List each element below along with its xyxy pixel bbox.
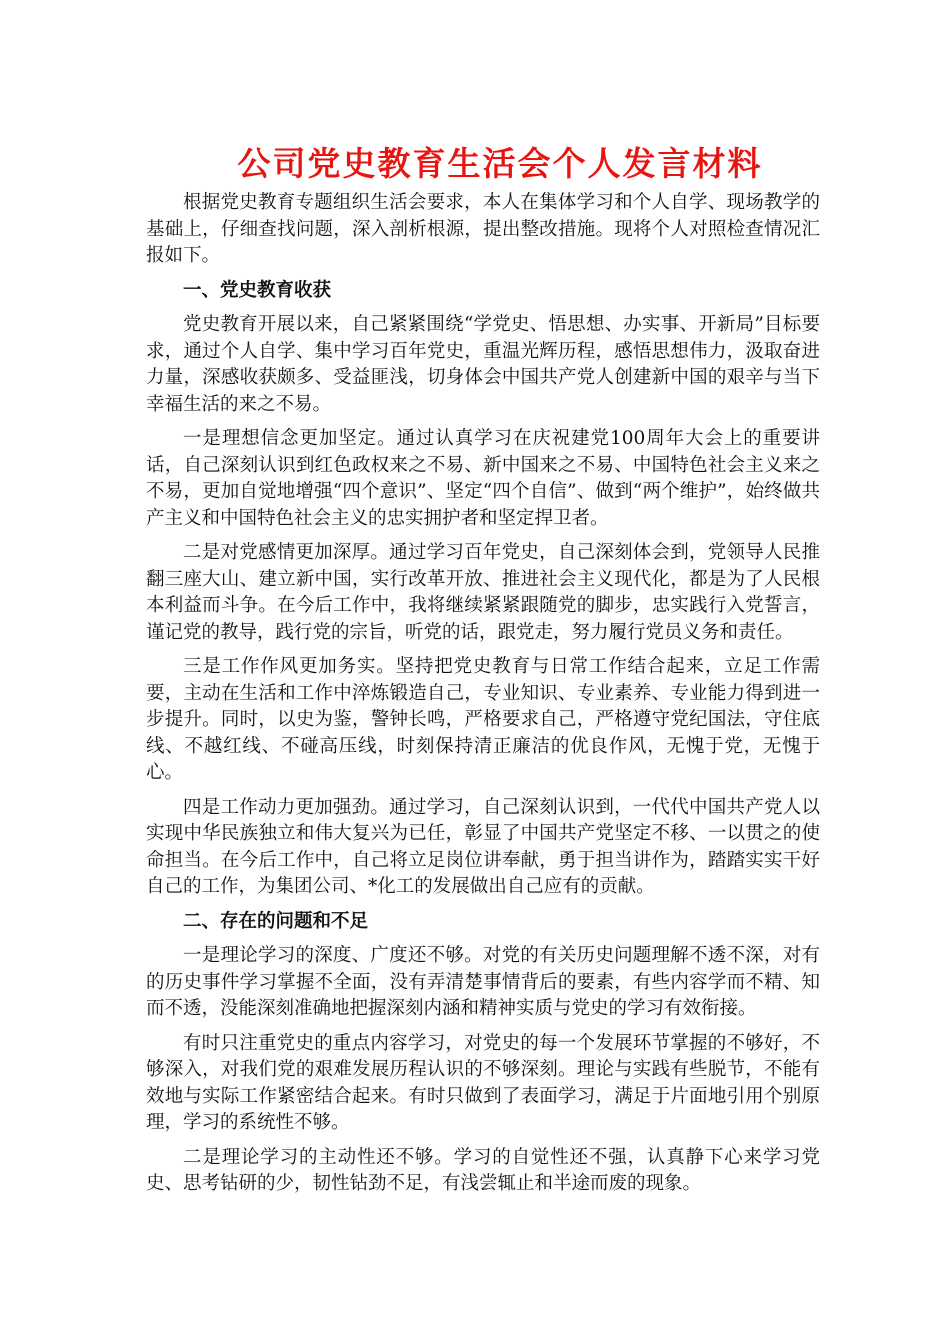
body-paragraph: 一是理论学习的深度、广度还不够。对党的有关历史问题理解不透不深，对有的历史事件学习掌握不全面，没有弄清楚事情背后的要素，有些内容学而不精、知而不透，没能深刻准确地把握深刻内涵和精神实质与党史的学习有效衔接。 (146, 945, 820, 1019)
body-paragraph: 有时只注重党史的重点内容学习，对党史的每一个发展环节掌握的不够好，不够深入，对我们党的艰难发展历程认识的不够深刻。理论与实践有些脱节，不能有效地与实际工作紧密结合起来。有时只做到了表面学习，满足于片面地引用个别原理，学习的系统性不够。 (146, 1032, 820, 1133)
body-paragraph: 二是对党感情更加深厚。通过学习百年党史，自己深刻体会到，党领导人民推翻三座大山、建立新中国，实行改革开放、推进社会主义现代化，都是为了人民根本利益而斗争。在今后工作中，我将继续紧紧跟随党的脚步，忠实践行入党誓言，谨记党的教导，践行党的宗旨，听党的话，跟党走，努力履行党员义务和责任。 (146, 542, 820, 643)
body-paragraph: 一是理想信念更加坚定。通过认真学习在庆祝建党100周年大会上的重要讲话，自己深刻认识到红色政权来之不易、新中国来之不易、中国特色社会主义来之不易，更加自觉地增强“四个意识”、坚定“四个自信”、做到“两个维护”，始终做共产主义和中国特色社会主义的忠实拥护者和坚定捍卫者。 (146, 428, 820, 529)
body-paragraph: 二是理论学习的主动性还不够。学习的自觉性还不强，认真静下心来学习党史、思考钻研的少，韧性钻劲不足，有浅尝辄止和半途而废的现象。 (146, 1146, 820, 1194)
document-body (146, 190, 820, 1206)
body-paragraph: 四是工作动力更加强劲。通过学习，自己深刻认识到，一代代中国共产党人以实现中华民族独立和伟大复兴为已任，彰显了中国共产党坚定不移、一以贯之的使命担当。在今后工作中，自己将立足岗位讲奉献，勇于担当讲作为，踏踏实实干好自己的工作，为集团公司、*化工的发展做出自己应有的贡献。 (146, 796, 820, 897)
intro-paragraph: 根据党史教育专题组织生活会要求，本人在集体学习和个人自学、现场教学的基础上，仔细查找问题，深入剖析根源，提出整改措施。现将个人对照检查情况汇报如下。 (146, 192, 820, 266)
section-heading-1: 一、党史教育收获 (183, 279, 332, 301)
body-paragraph: 三是工作作风更加务实。坚持把党史教育与日常工作结合起来，立足工作需要，主动在生活和工作中淬炼锻造自己，专业知识、专业素养、专业能力得到进一步提升。同时，以史为鉴，警钟长鸣，严格要求自己，严格遵守党纪国法，守住底线、不越红线、不碰高压线，时刻保持清正廉洁的优良作风，无愧于党，无愧于心。 (146, 656, 820, 783)
document-title: 公司党史教育生活会个人发言材料 (237, 144, 763, 183)
body-paragraph: 党史教育开展以来，自己紧紧围绕“学党史、悟思想、办实事、开新局”目标要求，通过个人自学、集中学习百年党史，重温光辉历程，感悟思想伟力，汲取奋进力量，深感收获颇多、受益匪浅，切身体会中国共产党人创建新中国的艰辛与当下幸福生活的来之不易。 (146, 314, 820, 415)
section-heading-2: 二、存在的问题和不足 (183, 910, 369, 932)
